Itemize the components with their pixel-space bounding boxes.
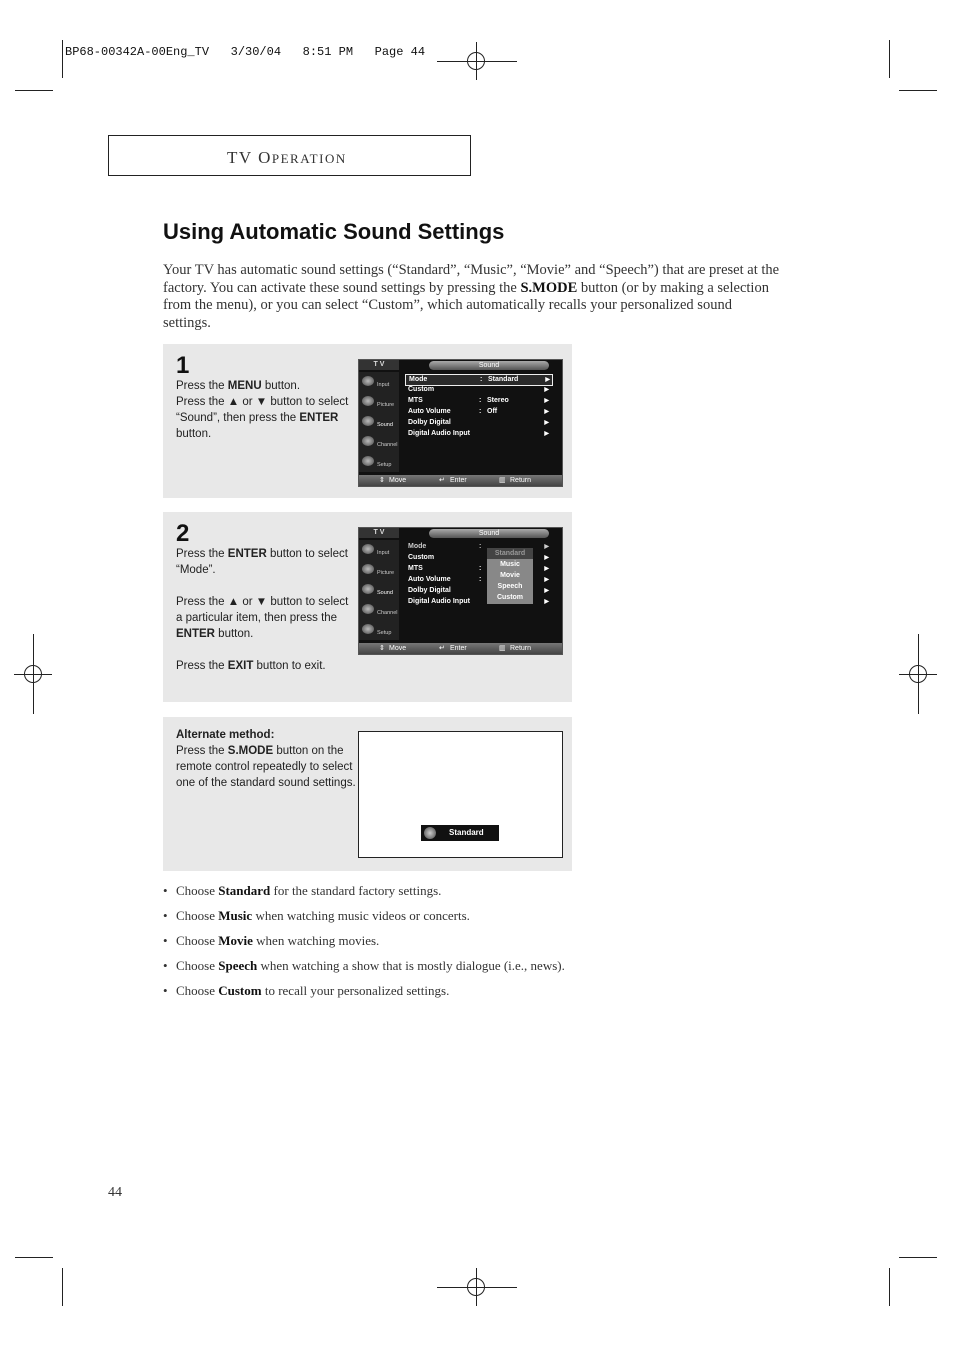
menu-row-digital-audio-input: Digital Audio Input ▶ — [408, 430, 549, 437]
sidebar-item-channel: Channel — [361, 434, 399, 452]
osd-tv-tab: T V — [359, 360, 399, 370]
list-item: • Choose Custom to recall your personalized settings. — [163, 983, 450, 998]
arrow-right-icon: ▶ — [545, 377, 550, 383]
list-item: • Choose Speech when watching a show that is mostly dialogue (i.e., news). — [163, 958, 565, 973]
section-header — [108, 135, 471, 176]
sound-icon — [424, 827, 436, 839]
channel-icon — [362, 436, 374, 446]
arrow-right-icon: ▶ — [544, 566, 549, 572]
picture-icon — [362, 396, 374, 406]
osd-sidebar — [359, 372, 399, 472]
osd-title: Sound — [429, 361, 549, 370]
page-title: Using Automatic Sound Settings — [163, 219, 505, 244]
move-icon: ⇕ — [379, 645, 385, 652]
step-number: 2 — [176, 520, 190, 547]
menu-row-custom: Custom ▶ — [408, 386, 549, 393]
mode-option-music: Music — [500, 561, 520, 568]
return-icon: ▥ — [499, 477, 506, 484]
menu-row-dolby-digital: Dolby Digital ▶ — [408, 419, 549, 426]
crop-mark — [15, 90, 53, 91]
menu-row-digital-audio-input: Digital Audio Input ▶ — [408, 598, 549, 605]
crop-mark — [899, 1257, 937, 1258]
crop-mark — [899, 90, 937, 91]
osd-bottom-bar: ⇕ Move ↵ Enter ▥ Return — [359, 475, 562, 486]
sidebar-item-channel: Channel — [361, 602, 399, 620]
arrow-right-icon: ▶ — [544, 588, 549, 594]
crop-mark — [889, 1268, 890, 1306]
sidebar-item-setup: Setup — [361, 454, 399, 472]
step-2-panel — [163, 512, 572, 702]
setup-icon — [362, 624, 374, 634]
channel-icon — [362, 604, 374, 614]
sidebar-item-input: Input — [361, 542, 399, 560]
section-header-text: TV OPERATION — [227, 148, 347, 167]
input-icon — [362, 376, 374, 386]
tv-screen-illustration — [358, 731, 563, 858]
enter-icon: ↵ — [439, 645, 445, 652]
sound-mode-badge: Standard — [421, 825, 499, 841]
osd-sidebar — [359, 540, 399, 640]
step-number: 1 — [176, 352, 190, 379]
sidebar-item-sound: Sound — [361, 582, 399, 600]
list-item: • Choose Music when watching music videos or concerts. — [163, 908, 470, 923]
crop-mark — [33, 634, 34, 714]
step-2-text: Press the ENTER button to select “Mode”. Press the ▲ or ▼ button to select a particular item, then press the ENTER button. Press the EXIT button to exit. — [176, 548, 349, 672]
picture-icon — [362, 564, 374, 574]
osd-bottom-bar: ⇕ Move ↵ Enter ▥ Return — [359, 643, 562, 654]
crop-mark — [62, 1268, 63, 1306]
enter-icon: ↵ — [439, 477, 445, 484]
step-1-text: Press the MENU button. Press the ▲ or ▼ button to select “Sound”, then press the ENTER button. — [176, 380, 349, 440]
crop-mark — [889, 40, 890, 78]
osd-title: Sound — [429, 529, 549, 538]
arrow-right-icon: ▶ — [544, 398, 549, 404]
print-slug: BP68-00342A-00Eng_TV 3/30/04 8:51 PM Page 44 — [65, 45, 426, 59]
menu-row-mode: Mode : ▶ — [408, 543, 549, 550]
menu-row-auto-volume: Auto Volume : Off ▶ — [408, 408, 549, 415]
menu-row-mode: Mode : Standard ▶ — [405, 374, 553, 386]
osd-sound-menu-mode — [358, 527, 563, 655]
sound-icon — [362, 584, 374, 594]
sidebar-item-sound: Sound — [361, 414, 399, 432]
mode-option-speech: Speech — [497, 583, 523, 590]
arrow-right-icon: ▶ — [544, 409, 549, 415]
sidebar-item-setup: Setup — [361, 622, 399, 640]
bullet-list — [163, 882, 763, 1007]
osd-sound-menu — [358, 359, 563, 487]
intro-paragraph: Your TV has automatic sound settings (“Standard”, “Music”, “Movie” and “Speech”) that are preset at the factory. You can activate these sound settings by pressing the S.MODE button (or by making a selection from the menu), or you can select “Custom”, which automatically recalls your personalized sound settings. — [163, 262, 780, 331]
sidebar-item-input: Input — [361, 374, 399, 392]
step-1-panel — [163, 344, 572, 498]
osd-tv-tab: T V — [359, 528, 399, 538]
setup-icon — [362, 456, 374, 466]
crop-mark — [918, 634, 919, 714]
move-icon: ⇕ — [379, 477, 385, 484]
return-icon: ▥ — [499, 645, 506, 652]
alternate-method-panel — [163, 717, 572, 871]
arrow-right-icon: ▶ — [544, 599, 549, 605]
arrow-right-icon: ▶ — [544, 387, 549, 393]
list-item: • Choose Movie when watching movies. — [163, 933, 380, 948]
mode-options-popup — [487, 548, 533, 604]
arrow-right-icon: ▶ — [544, 555, 549, 561]
menu-row-dolby-digital: Dolby Digital ▶ — [408, 587, 549, 594]
sidebar-item-picture: Picture — [361, 562, 399, 580]
sidebar-item-picture: Picture — [361, 394, 399, 412]
menu-row-mts: MTS : Stereo ▶ — [408, 397, 549, 404]
crop-mark — [437, 1287, 517, 1288]
crop-mark — [15, 1257, 53, 1258]
menu-row-custom: Custom ▶ — [408, 554, 549, 561]
menu-row-mts: MTS : ▶ — [408, 565, 549, 572]
alternate-method-text: Alternate method: Press the S.MODE button on the remote control repeatedly to select one of the standard sound settings. — [176, 729, 356, 789]
mode-option-standard: Standard — [487, 548, 533, 559]
arrow-right-icon: ▶ — [544, 544, 549, 550]
input-icon — [362, 544, 374, 554]
mode-option-movie: Movie — [500, 572, 520, 579]
arrow-right-icon: ▶ — [544, 431, 549, 437]
sound-icon — [362, 416, 374, 426]
mode-option-custom: Custom — [496, 594, 524, 601]
arrow-right-icon: ▶ — [544, 420, 549, 426]
list-item: • Choose Standard for the standard factory settings. — [163, 883, 442, 898]
crop-mark — [62, 40, 63, 78]
menu-row-auto-volume: Auto Volume : ▶ — [408, 576, 549, 583]
page-number: 44 — [108, 1185, 122, 1200]
crop-mark — [437, 61, 517, 62]
arrow-right-icon: ▶ — [544, 577, 549, 583]
